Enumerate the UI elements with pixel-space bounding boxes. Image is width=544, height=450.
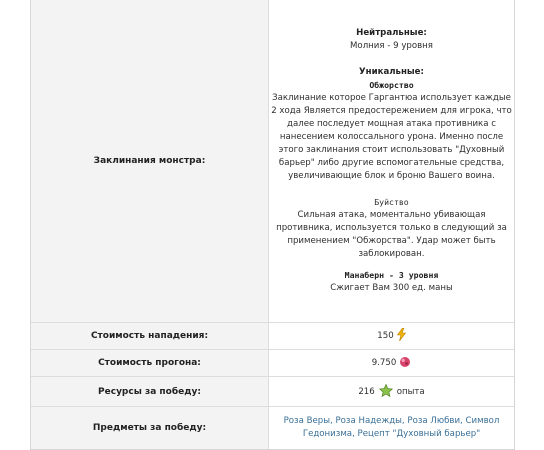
gluttony-line: Заклинание которое Гаргантюа использует каждые xyxy=(272,93,511,103)
attack-cost-value xyxy=(269,323,514,349)
attack-cost-label: Стоимость нападения: xyxy=(31,323,269,349)
attack-cost-row xyxy=(31,323,514,350)
items-line[interactable]: Роза Веры, Роза Надежды, Роза Любви, Символ xyxy=(283,416,500,426)
manaburn-desc: Сжигает Вам 300 ед. маны xyxy=(330,283,453,293)
rewards-row xyxy=(31,377,514,407)
run-cost-amount: 9.750 xyxy=(371,358,397,368)
crystal-icon xyxy=(399,356,411,371)
run-cost-label: Стоимость прогона: xyxy=(31,350,269,376)
rewards-value xyxy=(269,377,514,406)
run-cost-value xyxy=(269,350,514,376)
unique-heading: Уникальные: xyxy=(359,67,424,77)
items-line[interactable]: Гедонизма, Рецепт "Духовный барьер" xyxy=(302,429,481,439)
monster-info-table xyxy=(30,0,515,450)
rage-line: противника, используется только в следующий за xyxy=(276,223,507,233)
spells-content xyxy=(272,27,512,295)
spells-label: Заклинания монстра: xyxy=(31,0,269,322)
attack-cost-amount: 150 xyxy=(377,331,394,341)
lightning-icon xyxy=(397,328,406,344)
rewards-amount: 216 xyxy=(358,386,375,397)
spells-row xyxy=(31,0,514,323)
neutral-heading: Нейтральные: xyxy=(356,28,427,38)
items-label: Предметы за победу: xyxy=(31,407,269,449)
spells-value xyxy=(269,0,514,322)
items-row xyxy=(31,407,514,449)
rage-title: Буйство xyxy=(374,197,409,207)
items-value xyxy=(269,407,514,449)
star-icon xyxy=(379,384,393,400)
rage-line: применением "Обжорства". Удар может быть xyxy=(287,236,496,246)
gluttony-line: увеличивающие блок и броню Вашего воина. xyxy=(288,171,495,181)
rage-line: заблокирован. xyxy=(358,249,425,259)
rewards-label: Ресурсы за победу: xyxy=(31,377,269,406)
neutral-value: Молния - 9 уровня xyxy=(350,41,433,51)
manaburn-title: Манаберн - 3 уровня xyxy=(344,270,439,280)
gluttony-title: Обжорство xyxy=(369,80,414,90)
gluttony-line: барьер" либо другие вспомогательные средства, xyxy=(278,158,505,168)
gluttony-line: 2 хода Является предостережением для игрока, что xyxy=(271,106,512,116)
run-cost-row xyxy=(31,350,514,377)
rage-line: Сильная атака, моментально убивающая xyxy=(297,210,486,220)
gluttony-line: далее последует мощная атака противника с xyxy=(287,119,496,129)
gluttony-line: этого заклинания стоит использовать "Духовный xyxy=(278,145,505,155)
rewards-unit: опыта xyxy=(396,386,425,397)
gluttony-line: нанесением колоссального урона. Именно после xyxy=(279,132,504,142)
